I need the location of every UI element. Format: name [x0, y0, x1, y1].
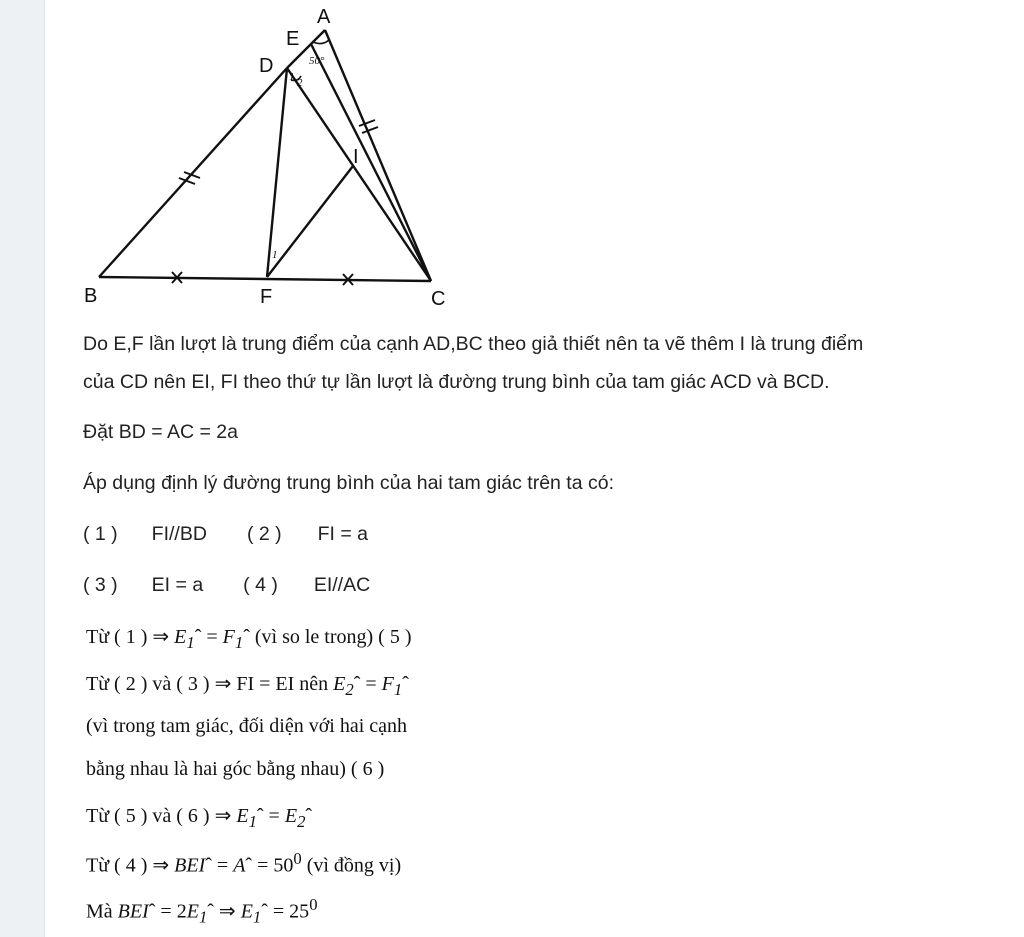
segment-fi [267, 166, 353, 277]
paragraph-line-2: của CD nên EI, FI theo thứ tự lần lượt là đường trung bình của tam giác ACD và BCD. [83, 371, 830, 393]
segment-ac [325, 30, 431, 281]
angle-mark-2: 2 [297, 77, 303, 89]
proof-line-6: Từ ( 4 ) ⇒ BEIˆ = Aˆ = $50^0$ (vì đồng vị) [86, 849, 402, 877]
proof-line-3: (vì trong tam giác, đối diện với hai cạnh [86, 715, 408, 737]
result-row-1 [83, 520, 368, 548]
label-f: F [260, 286, 273, 308]
tick-ac-2 [362, 127, 378, 133]
angle-label-50: 50° [309, 55, 325, 67]
label-b: B [84, 285, 98, 307]
result-num-2: ( 2 ) [246, 523, 282, 545]
segment-dc [287, 68, 431, 281]
paragraph-set-bd: Đặt BD = AC = 2a [83, 421, 239, 443]
proof-line-5: Từ ( 5 ) và ( 6 ) ⇒ $E_1ˆ$ = $E_2ˆ$ [86, 805, 313, 831]
result-num-1: ( 1 ) [83, 523, 118, 545]
result-row-2 [83, 571, 370, 599]
label-i: I [353, 146, 359, 168]
proof-line-4: bằng nhau là hai góc bằng nhau) ( 6 ) [86, 758, 385, 780]
segment-bd [99, 68, 287, 277]
tick-ac-1 [359, 120, 375, 126]
label-e: E [286, 28, 300, 50]
segment-bc [99, 277, 431, 281]
angle-mark-f1: 1 [272, 249, 278, 261]
label-c: C [431, 288, 446, 310]
proof-line-1: Từ ( 1 ) ⇒ $E_1ˆ$ = $F_1ˆ$ (vì so le trong) ( 5 ) [86, 626, 412, 652]
result-val-2: FI = a [317, 523, 369, 545]
left-sidebar-strip [0, 0, 45, 937]
angle-mark-1: 1 [289, 71, 295, 83]
result-val-4: EI//AC [313, 574, 371, 596]
paragraph-line-1: Do E,F lần lượt là trung điểm của cạnh AD,BC theo giả thiết nên ta vẽ thêm I là trung điểm [83, 333, 864, 355]
geometry-figure [75, 0, 475, 318]
result-val-3: EI = a [151, 574, 204, 596]
result-num-3: ( 3 ) [83, 574, 118, 596]
label-d: D [259, 55, 274, 77]
proof-line-2: Từ ( 2 ) và ( 3 ) ⇒ FI = EI nên $E_2ˆ$ = $F_1ˆ$ [86, 673, 409, 699]
result-val-1: FI//BD [151, 523, 207, 545]
segment-ec [311, 44, 431, 281]
label-a: A [317, 6, 331, 28]
proof-line-7: Mà BEIˆ = $2E_1ˆ$ ⇒ $E_1ˆ = 25^0$ [86, 895, 318, 927]
result-num-4: ( 4 ) [243, 574, 278, 596]
paragraph-apply-theorem: Áp dụng định lý đường trung bình của hai tam giác trên ta có: [83, 472, 615, 494]
segment-df [267, 68, 287, 277]
